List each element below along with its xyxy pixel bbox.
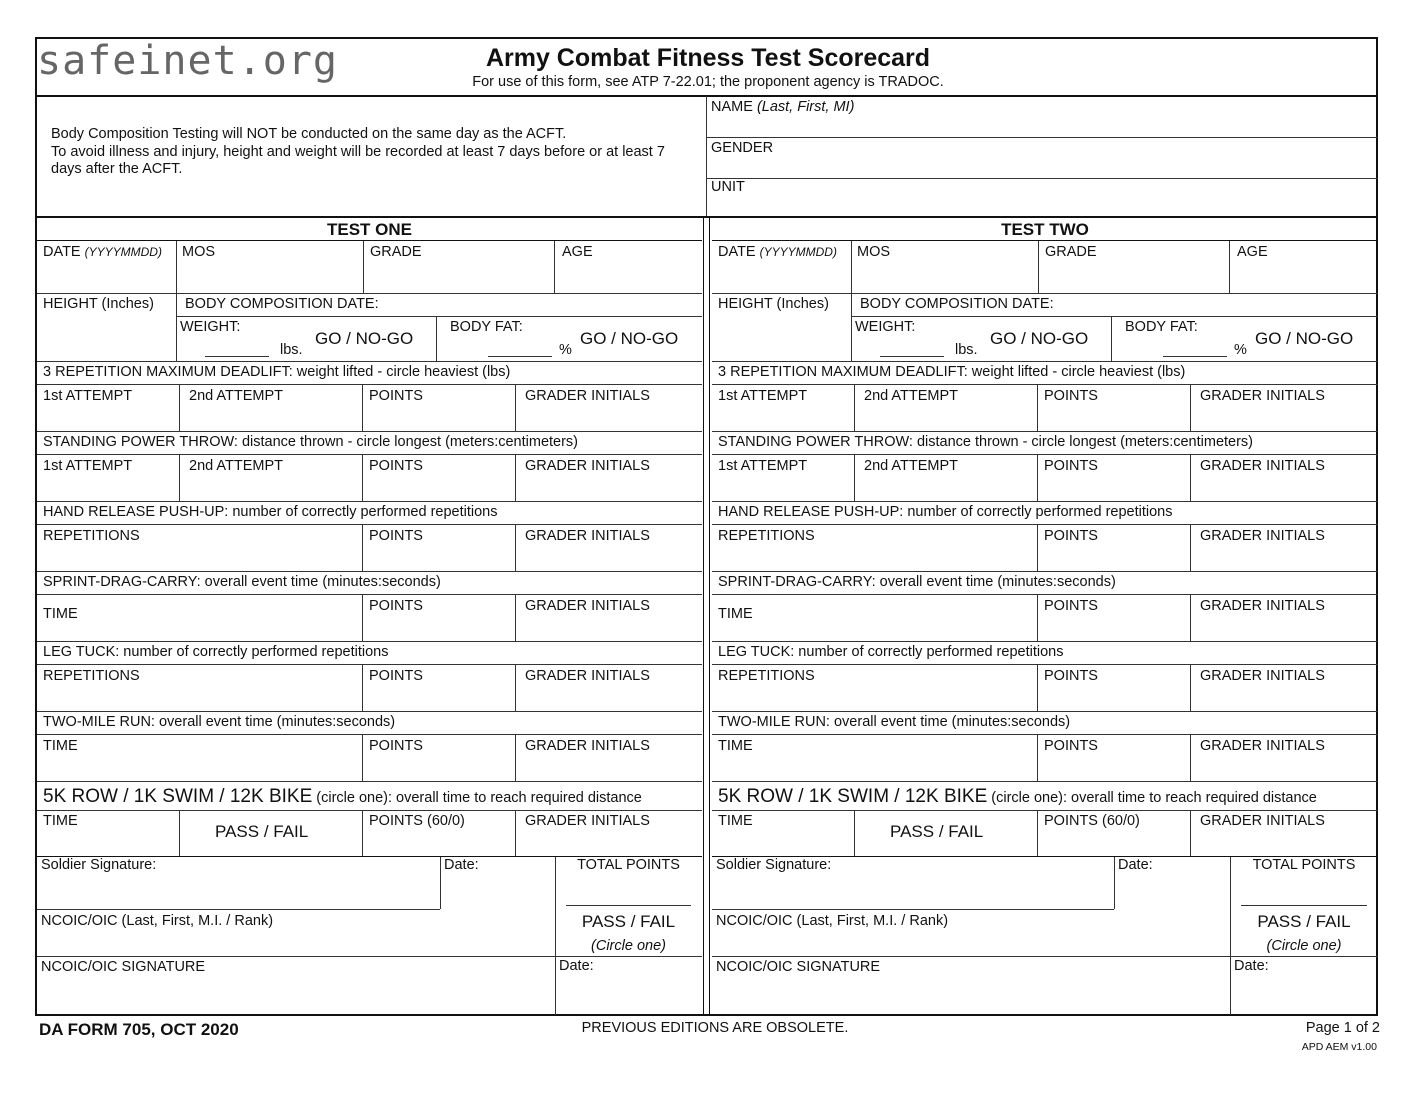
test1-mos-field[interactable]: MOS xyxy=(182,244,216,260)
form-title: Army Combat Fitness Test Scorecard xyxy=(485,44,931,72)
test2-deadlift-attempt-1[interactable]: 1st ATTEMPT xyxy=(718,388,808,404)
gender-field[interactable]: GENDER xyxy=(711,140,774,156)
test1-ncoic-date[interactable]: Date: xyxy=(559,958,594,974)
test2-pushup-points[interactable]: POINTS xyxy=(1044,528,1098,544)
version-label: APD AEM v1.00 xyxy=(1301,1041,1377,1053)
test1-grade-field[interactable]: GRADE xyxy=(370,244,422,260)
test1-leg-tuck-label: LEG TUCK: number of correctly performed repetitions xyxy=(43,644,389,660)
test2-power-throw-points[interactable]: POINTS xyxy=(1044,458,1098,474)
test2-sdc-label: SPRINT-DRAG-CARRY: overall event time (minutes:seconds) xyxy=(718,574,1116,590)
notice-line-2: To avoid illness and injury, height and weight will be recorded at least 7 days before or at least 7 xyxy=(51,144,665,160)
name-label: NAME xyxy=(711,99,753,115)
test2-weight-blank xyxy=(880,356,944,357)
test2-weight-go-nogo[interactable]: GO / NO-GO xyxy=(990,329,1089,348)
test2-total-points-line xyxy=(1241,905,1367,906)
test2-weight-field[interactable]: WEIGHT: xyxy=(855,319,916,335)
test1-alt-pass-fail[interactable]: PASS / FAIL xyxy=(215,822,309,841)
form-id: DA FORM 705, OCT 2020 xyxy=(39,1020,239,1039)
test2-deadlift-points[interactable]: POINTS xyxy=(1044,388,1098,404)
test1-deadlift-label: 3 REPETITION MAXIMUM DEADLIFT: weight lifted - circle heaviest (lbs) xyxy=(43,364,511,380)
test2-two-mile-run-grader[interactable]: GRADER INITIALS xyxy=(1200,738,1325,754)
test2-leg-tuck-points[interactable]: POINTS xyxy=(1044,668,1098,684)
test2-date-label: DATE xyxy=(718,244,756,260)
test1-power-throw-attempt-1[interactable]: 1st ATTEMPT xyxy=(43,458,133,474)
test1-percent-unit: % xyxy=(559,342,572,358)
test2-deadlift-label: 3 REPETITION MAXIMUM DEADLIFT: weight lifted - circle heaviest (lbs) xyxy=(718,364,1186,380)
test1-soldier-signature[interactable]: Soldier Signature: xyxy=(41,857,157,873)
test1-two-mile-run-value[interactable]: TIME xyxy=(43,738,78,754)
test2-alt-events[interactable]: 5K ROW / 1K SWIM / 12K BIKE xyxy=(718,786,988,807)
test1-deadlift-attempt-1[interactable]: 1st ATTEMPT xyxy=(43,388,133,404)
test1-pushup-points[interactable]: POINTS xyxy=(369,528,423,544)
test1-date-field[interactable] xyxy=(43,245,162,260)
test1-weight-blank xyxy=(205,356,269,357)
test2-final-pass-fail: PASS / FAIL xyxy=(1257,912,1351,931)
name-field[interactable] xyxy=(711,100,854,115)
test2-body-fat-field[interactable]: BODY FAT: xyxy=(1125,319,1198,335)
notice-line-1: Body Composition Testing will NOT be conducted on the same day as the ACFT. xyxy=(51,126,567,142)
test1-height-field[interactable]: HEIGHT (Inches) xyxy=(43,296,154,312)
test1-lbs-unit: lbs. xyxy=(280,342,303,358)
test1-body-fat-go-nogo[interactable]: GO / NO-GO xyxy=(580,329,679,348)
test2-alt-events-desc: (circle one): overall time to reach required distance xyxy=(991,790,1317,806)
test1-pushup-grader[interactable]: GRADER INITIALS xyxy=(525,528,650,544)
test1-sdc-points[interactable]: POINTS xyxy=(369,598,423,614)
test1-alt-events-label xyxy=(43,787,642,806)
test1-date-label: DATE xyxy=(43,244,81,260)
test2-deadlift-attempt-2[interactable]: 2nd ATTEMPT xyxy=(864,388,959,404)
test2-ncoic-signature[interactable]: NCOIC/OIC SIGNATURE xyxy=(716,959,881,975)
test1-ncoic-name[interactable]: NCOIC/OIC (Last, First, M.I. / Rank) xyxy=(41,913,274,929)
test2-alt-time-field[interactable]: TIME xyxy=(718,813,753,829)
test1-ncoic-signature[interactable]: NCOIC/OIC SIGNATURE xyxy=(41,959,206,975)
test2-power-throw-label: STANDING POWER THROW: distance thrown - circle longest (meters:centimeters) xyxy=(718,434,1254,450)
test1-deadlift-points[interactable]: POINTS xyxy=(369,388,423,404)
watermark: safeinet.org xyxy=(37,38,338,84)
test1-leg-tuck-value[interactable]: REPETITIONS xyxy=(43,668,140,684)
test2-sdc-points[interactable]: POINTS xyxy=(1044,598,1098,614)
test1-sdc-label: SPRINT-DRAG-CARRY: overall event time (minutes:seconds) xyxy=(43,574,441,590)
test2-body-comp-date-field[interactable]: BODY COMPOSITION DATE: xyxy=(860,296,1054,312)
unit-field[interactable]: UNIT xyxy=(711,179,745,195)
test2-soldier-signature[interactable]: Soldier Signature: xyxy=(716,857,832,873)
test1-alt-time-field[interactable]: TIME xyxy=(43,813,78,829)
test1-weight-field[interactable]: WEIGHT: xyxy=(180,319,241,335)
test2-alt-pass-fail[interactable]: PASS / FAIL xyxy=(890,822,984,841)
test2-date-format: (YYYYMMDD) xyxy=(759,245,837,259)
test1-alt-events-desc: (circle one): overall time to reach required distance xyxy=(316,790,642,806)
test1-leg-tuck-points[interactable]: POINTS xyxy=(369,668,423,684)
test1-power-throw-grader[interactable]: GRADER INITIALS xyxy=(525,458,650,474)
test1-body-fat-field[interactable]: BODY FAT: xyxy=(450,319,523,335)
test1-sdc-grader[interactable]: GRADER INITIALS xyxy=(525,598,650,614)
test1-two-mile-run-grader[interactable]: GRADER INITIALS xyxy=(525,738,650,754)
test1-title: TEST ONE xyxy=(326,220,412,239)
test2-grade-field[interactable]: GRADE xyxy=(1045,244,1097,260)
test2-body-fat-go-nogo[interactable]: GO / NO-GO xyxy=(1255,329,1354,348)
test1-pushup-label: HAND RELEASE PUSH-UP: number of correctly performed repetitions xyxy=(43,504,498,520)
test1-two-mile-run-points[interactable]: POINTS xyxy=(369,738,423,754)
test1-age-field[interactable]: AGE xyxy=(562,244,593,260)
test2-power-throw-attempt-2[interactable]: 2nd ATTEMPT xyxy=(864,458,959,474)
test2-alt-grader[interactable]: GRADER INITIALS xyxy=(1200,813,1325,829)
test2-soldier-date[interactable]: Date: xyxy=(1118,857,1153,873)
notice-line-3: days after the ACFT. xyxy=(51,161,183,177)
test2-title: TEST TWO xyxy=(1001,220,1089,239)
test1-deadlift-attempt-2[interactable]: 2nd ATTEMPT xyxy=(189,388,284,404)
test2-lbs-unit: lbs. xyxy=(955,342,978,358)
test1-soldier-date[interactable]: Date: xyxy=(444,857,479,873)
test1-body-comp-date-field[interactable]: BODY COMPOSITION DATE: xyxy=(185,296,379,312)
test1-weight-go-nogo[interactable]: GO / NO-GO xyxy=(315,329,414,348)
test2-percent-unit: % xyxy=(1234,342,1247,358)
test1-final-pass-fail: PASS / FAIL xyxy=(581,912,676,931)
test2-power-throw-grader[interactable]: GRADER INITIALS xyxy=(1200,458,1325,474)
test1-body-fat-blank xyxy=(488,356,552,357)
test2-leg-tuck-grader[interactable]: GRADER INITIALS xyxy=(1200,668,1325,684)
test1-pushup-value[interactable]: REPETITIONS xyxy=(43,528,140,544)
test2-alt-events-label xyxy=(718,787,1317,806)
test2-body-fat-blank xyxy=(1163,356,1227,357)
test2-pushup-label: HAND RELEASE PUSH-UP: number of correctly performed repetitions xyxy=(718,504,1173,520)
test1-circle-one: (Circle one) xyxy=(591,938,666,954)
test1-power-throw-attempt-2[interactable]: 2nd ATTEMPT xyxy=(189,458,284,474)
test2-age-field[interactable]: AGE xyxy=(1237,244,1268,260)
test2-mos-field[interactable]: MOS xyxy=(857,244,891,260)
test1-power-throw-label: STANDING POWER THROW: distance thrown - circle longest (meters:centimeters) xyxy=(43,434,579,450)
test2-date-field[interactable] xyxy=(718,245,837,260)
test2-pushup-value[interactable]: REPETITIONS xyxy=(718,528,815,544)
test2-two-mile-run-points[interactable]: POINTS xyxy=(1044,738,1098,754)
test2-height-field[interactable]: HEIGHT (Inches) xyxy=(718,296,829,312)
test2-circle-one: (Circle one) xyxy=(1266,938,1342,954)
test1-sdc-value[interactable]: TIME xyxy=(43,606,78,622)
test1-power-throw-points[interactable]: POINTS xyxy=(369,458,423,474)
name-hint: (Last, First, MI) xyxy=(756,99,855,115)
test2-power-throw-attempt-1[interactable]: 1st ATTEMPT xyxy=(718,458,808,474)
test2-sdc-value[interactable]: TIME xyxy=(718,606,753,622)
test2-ncoic-date[interactable]: Date: xyxy=(1234,958,1269,974)
test1-date-format: (YYYYMMDD) xyxy=(84,245,162,259)
editions-note: PREVIOUS EDITIONS ARE OBSOLETE. xyxy=(581,1020,849,1036)
test2-ncoic-name[interactable]: NCOIC/OIC (Last, First, M.I. / Rank) xyxy=(716,913,949,929)
test2-sdc-grader[interactable]: GRADER INITIALS xyxy=(1200,598,1325,614)
test1-total-points-line xyxy=(566,905,691,906)
test2-two-mile-run-label: TWO-MILE RUN: overall event time (minutes:seconds) xyxy=(718,714,1071,730)
test1-deadlift-grader[interactable]: GRADER INITIALS xyxy=(525,388,650,404)
test2-leg-tuck-value[interactable]: REPETITIONS xyxy=(718,668,815,684)
test2-total-points: TOTAL POINTS xyxy=(1252,857,1356,873)
test1-leg-tuck-grader[interactable]: GRADER INITIALS xyxy=(525,668,650,684)
test2-alt-points[interactable]: POINTS (60/0) xyxy=(1044,813,1140,829)
test2-two-mile-run-value[interactable]: TIME xyxy=(718,738,753,754)
test1-total-points: TOTAL POINTS xyxy=(577,857,680,873)
test1-two-mile-run-label: TWO-MILE RUN: overall event time (minutes:seconds) xyxy=(43,714,396,730)
test1-alt-events[interactable]: 5K ROW / 1K SWIM / 12K BIKE xyxy=(43,786,313,807)
page-number: Page 1 of 2 xyxy=(1305,1020,1380,1036)
test2-leg-tuck-label: LEG TUCK: number of correctly performed repetitions xyxy=(718,644,1064,660)
test2-pushup-grader[interactable]: GRADER INITIALS xyxy=(1200,528,1325,544)
test1-alt-points[interactable]: POINTS (60/0) xyxy=(369,813,465,829)
test2-deadlift-grader[interactable]: GRADER INITIALS xyxy=(1200,388,1325,404)
form-subtitle: For use of this form, see ATP 7-22.01; the proponent agency is TRADOC. xyxy=(472,74,944,90)
identity-divider xyxy=(706,96,707,217)
test1-alt-grader[interactable]: GRADER INITIALS xyxy=(525,813,650,829)
